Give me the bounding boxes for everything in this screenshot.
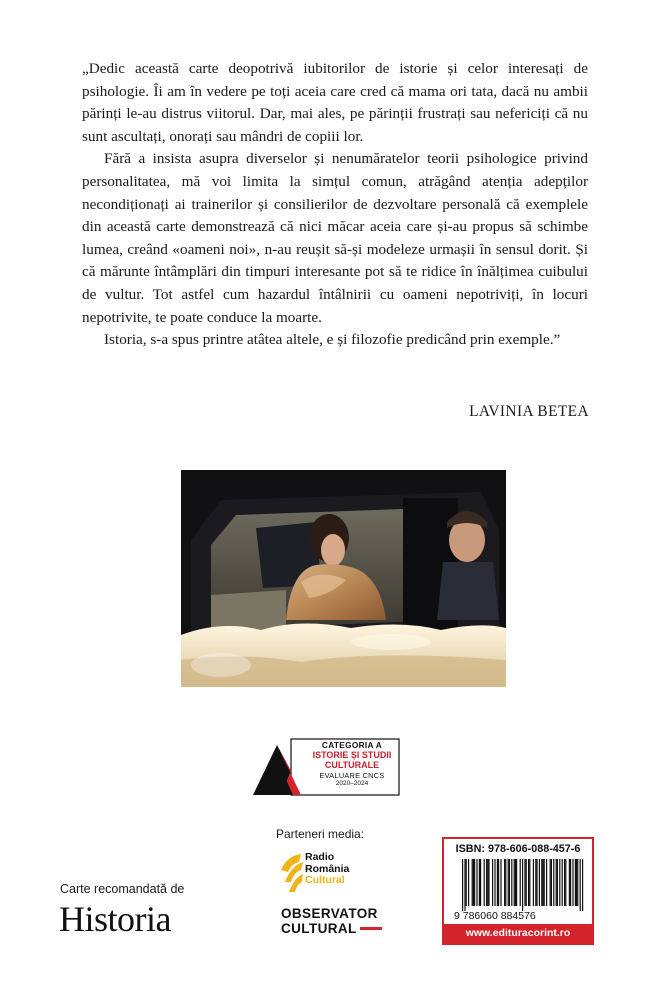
historia-logo: Historia: [59, 899, 171, 939]
barcode-bar: [582, 859, 583, 911]
barcode-bar: [508, 859, 509, 906]
barcode-bar: [472, 859, 473, 906]
barcode-bar: [522, 859, 523, 911]
category-line-1: CATEGORIA A: [321, 740, 383, 750]
barcode-bar: [529, 859, 530, 906]
barcode-bar: [546, 859, 547, 906]
barcode-bar: [565, 859, 566, 906]
category-line-3: CULTURALE: [324, 760, 380, 770]
back-cover-quote: [82, 58, 588, 352]
publisher-url-bar: [442, 924, 594, 943]
quote-author: LAVINIA BETEA: [469, 403, 589, 420]
barcode-bar: [462, 859, 463, 911]
barcode-bar: [572, 859, 573, 906]
barcode-bar: [562, 859, 563, 906]
barcode-bar: [498, 859, 499, 906]
barcode: [454, 859, 584, 921]
observator-cultural-logo: [281, 907, 382, 936]
isbn-label: ISBN: 978-606-088-457-6: [455, 843, 581, 855]
recommended-label: Carte recomandată de: [60, 882, 185, 896]
barcode-bar: [520, 859, 521, 906]
barcode-bar: [476, 859, 477, 906]
radio-line-2: România: [305, 862, 350, 875]
quote-paragraph-2: Fără a insista asupra diverselor și nenumăratelor teorii psihologice privind personalitatea, mă voi limita la simțul comun, atrăgând atenția adepților necondiționați ai trainerilor și consilierilor de dezvoltare personală că exemplele din această carte demonstrează că nici măcar aceia care și-au propus să schimbe lumea, creând «oameni noi», n-au reușit să-și modeleze urmașii în sensul dorit. Și că mărunte întâmplări din timpuri interesante pot să te ridice în înălțimea cuibului de vultur. Tot astfel cum hazardul întâlnirii cu oameni nepotriviți, în locuri nepotrivite, te poate conduce la moarte.: [82, 150, 588, 326]
barcode-bar: [464, 859, 465, 911]
barcode-digits: 9 786060 884576: [454, 910, 536, 921]
barcode-bar: [494, 859, 495, 906]
barcode-bar: [492, 859, 493, 906]
barcode-bar: [541, 859, 542, 906]
barcode-bar: [557, 859, 558, 906]
barcode-bar: [556, 859, 557, 906]
car-photo-illustration: [181, 470, 506, 687]
barcode-bar: [505, 859, 506, 906]
category-line-2: ISTORIE ȘI STUDII: [312, 750, 392, 760]
barcode-bar: [576, 859, 577, 906]
barcode-bar: [504, 859, 505, 906]
media-partners-label: Parteneri media:: [276, 827, 365, 841]
barcode-bar: [544, 859, 545, 906]
barcode-bar: [542, 859, 543, 906]
quote-paragraph-3: Istoria, s-a spus printre atâtea altele, e și filozofie predicând prin exemple.”: [104, 331, 561, 349]
barcode-bar: [524, 859, 525, 906]
barcode-bar: [468, 859, 469, 906]
barcode-bar: [479, 859, 480, 906]
category-line-4: EVALUARE CNCS: [319, 771, 385, 780]
radio-romania-cultural-text: [305, 852, 349, 887]
barcode-bar: [559, 859, 560, 906]
barcode-bar: [536, 859, 537, 906]
barcode-bar: [553, 859, 554, 906]
barcode-bar: [516, 859, 517, 906]
cover-photo: [181, 470, 506, 687]
barcode-bar: [497, 859, 498, 906]
barcode-bar: [488, 859, 489, 906]
barcode-bar: [569, 859, 570, 906]
barcode-bar: [486, 859, 487, 906]
barcode-bar: [473, 859, 474, 906]
observator-red-bar: [360, 927, 382, 930]
category-text: [304, 740, 400, 787]
barcode-bar: [564, 859, 565, 906]
barcode-bar: [570, 859, 571, 906]
barcode-bar: [551, 859, 552, 906]
barcode-bar: [528, 859, 529, 906]
barcode-bar: [539, 859, 540, 906]
barcode-bar: [509, 859, 510, 906]
barcode-bar: [466, 859, 467, 906]
barcode-bar: [577, 859, 578, 906]
barcode-bar: [474, 859, 475, 906]
barcode-bar: [575, 859, 576, 906]
barcode-bar: [484, 859, 485, 906]
barcode-bar: [550, 859, 551, 906]
category-line-5: 2020–2024: [335, 780, 369, 787]
barcode-bar: [535, 859, 536, 906]
barcode-bar: [514, 859, 515, 906]
barcode-bar: [480, 859, 481, 906]
publisher-url: www.edituracorint.ro: [465, 927, 571, 939]
barcode-bar: [500, 859, 501, 906]
observator-line-2: CULTURAL: [281, 920, 357, 936]
barcode-bar: [580, 859, 581, 911]
quote-paragraph-1: „Dedic această carte deopotrivă iubitorilor de istorie și celor interesați de psihologie. Îi am în vedere pe toți aceia care cred că mama ori tata, dacă nu ambii părinți le-au distrus viitorul. Dar, mai ales, pe părinții frustrați sau nefericiți că nu sunt ascultați, onorați sau mândri de copiii lor.: [82, 60, 588, 145]
observator-line-1: OBSERVATOR: [281, 906, 378, 921]
radio-line-3: Cultural: [305, 874, 345, 886]
barcode-bar: [526, 859, 527, 906]
barcode-bar: [487, 859, 488, 906]
barcode-bar: [533, 859, 534, 906]
barcode-bar: [511, 859, 512, 906]
radio-line-1: Radio: [305, 851, 335, 863]
barcode-bar: [515, 859, 516, 906]
